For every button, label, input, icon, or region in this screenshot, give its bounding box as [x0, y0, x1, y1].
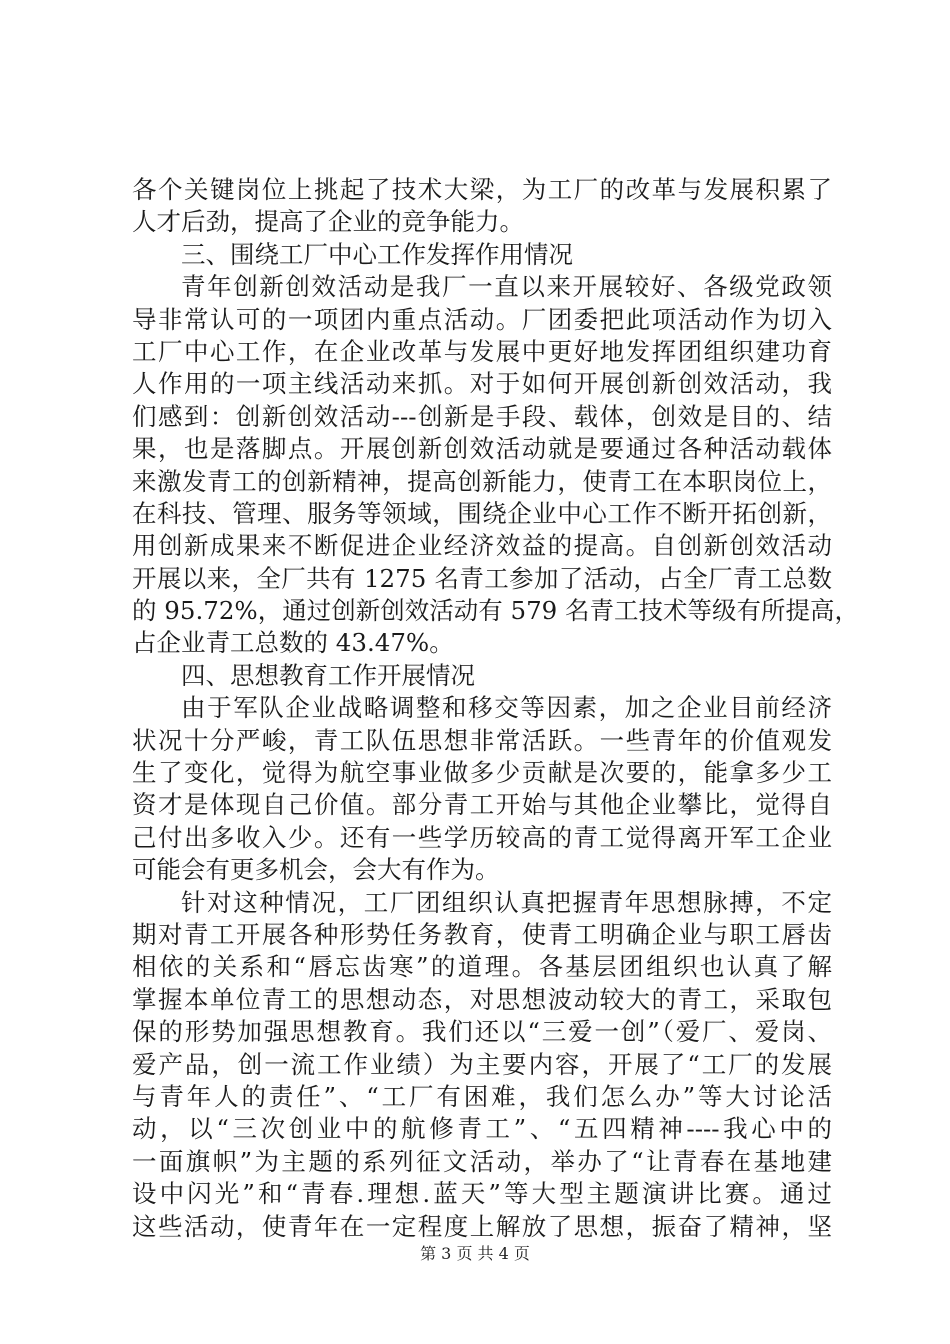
text-line: 期对青工开展各种形势任务教育，使青工明确企业与职工唇齿	[132, 919, 832, 949]
text-line: 资才是体现自己价值。部分青工开始与其他企业攀比，觉得自	[132, 790, 832, 820]
document-body	[132, 174, 860, 1243]
text-line: 各个关键岗位上挑起了技术大梁，为工厂的改革与发展积累了	[132, 175, 832, 204]
text-line: 的 95.72%，通过创新创效活动有 579 名青工技术等级有所提高，	[132, 596, 860, 626]
text-line: 可能会有更多机会，会大有作为。	[132, 855, 500, 885]
text-line: 来激发青工的创新精神，提高创新能力，使青工在本职岗位上，	[132, 466, 832, 496]
text-line: 在科技、管理、服务等领域，围绕企业中心工作不断开拓创新，	[132, 498, 832, 528]
text-line: 爱产品，创一流工作业绩）为主要内容，开展了“工厂的发展	[132, 1049, 832, 1079]
page-footer: 第 3 页 共 4 页	[420, 1244, 530, 1263]
text-line: 人才后劲，提高了企业的竞争能力。	[132, 207, 524, 237]
text-line: 一面旗帜”为主题的系列征文活动，举办了“让青春在基地建	[132, 1146, 832, 1176]
text-line: 针对这种情况，工厂团组织认真把握青年思想脉搏，不定	[181, 887, 832, 917]
text-line: 生了变化，觉得为航空事业做多少贡献是次要的，能拿多少工	[132, 758, 832, 788]
text-line: 开展以来，全厂共有 1275 名青工参加了活动，占全厂青工总数	[132, 563, 832, 593]
text-line: 相依的关系和“唇忘齿寒”的道理。各基层团组织也认真了解	[132, 952, 832, 982]
text-line: 动，以“三次创业中的航修青工”、“五四精神----我心中的	[132, 1114, 832, 1144]
section-heading: 四、思想教育工作开展情况	[181, 660, 475, 690]
text-line: 掌握本单位青工的思想动态，对思想波动较大的青工，采取包	[132, 984, 832, 1014]
text-line: 状况十分严峻，青工队伍思想非常活跃。一些青年的价值观发	[132, 725, 832, 755]
text-line: 人作用的一项主线活动来抓。对于如何开展创新创效活动，我	[132, 369, 832, 399]
text-line: 果，也是落脚点。开展创新创效活动就是要通过各种活动载体	[132, 434, 832, 464]
text-line: 青年创新创效活动是我厂一直以来开展较好、各级党政领	[181, 272, 832, 302]
text-line: 导非常认可的一项团内重点活动。厂团委把此项活动作为切入	[132, 304, 832, 334]
text-line: 由于军队企业战略调整和移交等因素，加之企业目前经济	[181, 693, 832, 723]
text-line: 这些活动，使青年在一定程度上解放了思想，振奋了精神，坚	[132, 1211, 832, 1241]
text-line: 占企业青工总数的 43.47%。	[132, 628, 454, 658]
text-line: 们感到：创新创效活动---创新是手段、载体，创效是目的、结	[132, 401, 832, 431]
text-line: 与青年人的责任”、“工厂有困难，我们怎么办”等大讨论活	[132, 1081, 832, 1111]
text-line: 设中闪光”和“青春.理想.蓝天”等大型主题演讲比赛。通过	[132, 1179, 832, 1209]
text-line: 用创新成果来不断促进企业经济效益的提高。自创新创效活动	[132, 531, 832, 561]
text-line: 工厂中心工作，在企业改革与发展中更好地发挥团组织建功育	[132, 336, 832, 366]
text-line: 保的形势加强思想教育。我们还以“三爱一创”（爱厂、爱岗、	[132, 1017, 832, 1047]
section-heading: 三、围绕工厂中心工作发挥作用情况	[181, 239, 573, 269]
text-line: 己付出多收入少。还有一些学历较高的青工觉得离开军工企业	[132, 822, 832, 852]
